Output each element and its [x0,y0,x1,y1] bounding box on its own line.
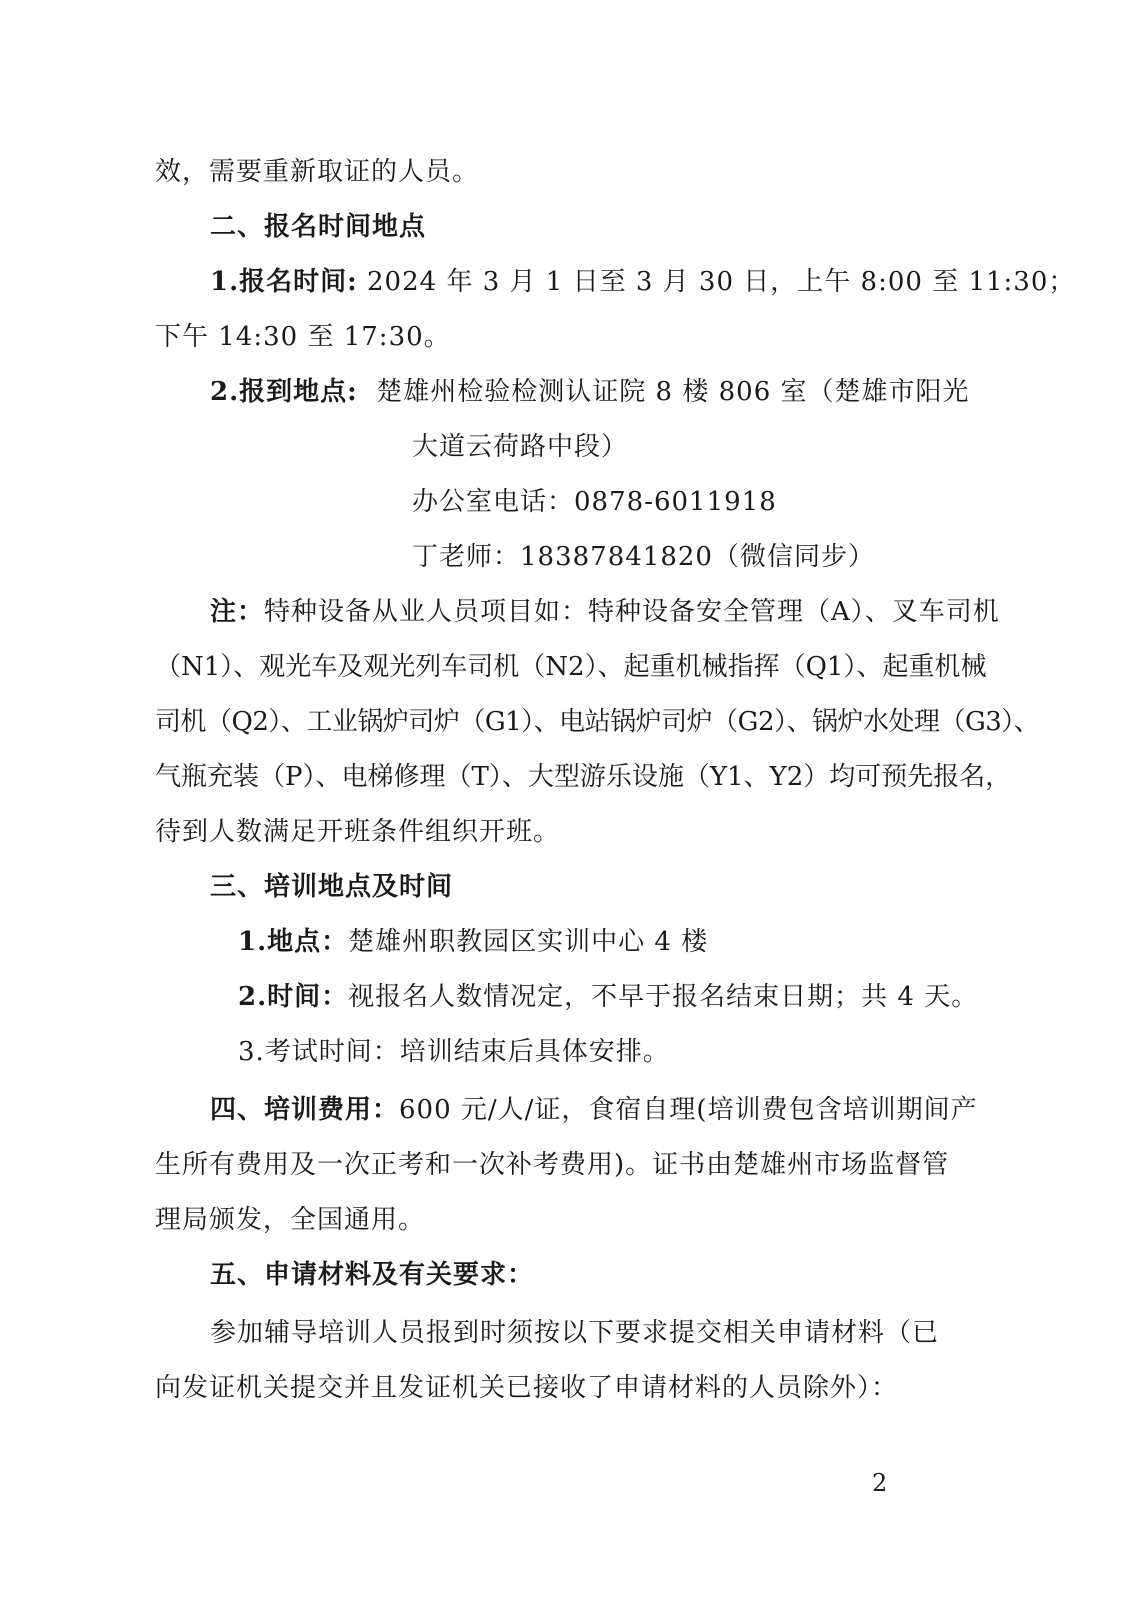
training-place [238,922,708,962]
text-line: 司机（Q2）、工业锅炉司炉（G1）、电站锅炉司炉（G2）、锅炉水处理（G3）、 [155,707,1040,737]
fee-text: 600 元/人/证，食宿自理(培训费包含培训期间产 [399,1095,978,1125]
text-line: 效，需要重新取证的人员。 [155,157,480,187]
registration-time [210,262,1075,302]
text-line: 下午 14:30 至 17:30。 [155,322,451,352]
section-heading-materials: 五、申请材料及有关要求： [210,1260,535,1290]
text-line: 理局颁发，全国通用。 [155,1205,426,1235]
teacher-phone: 丁老师：18387841820（微信同步） [412,542,875,572]
training-time [238,977,978,1017]
registration-place [210,372,970,412]
office-phone: 办公室电话：0878-6011918 [412,487,777,517]
training-place-value: 楚雄州职教园区实训中心 4 楼 [348,927,709,957]
registration-place-label: 2.报到地点: [210,377,358,407]
text-line: 向发证机关提交并且发证机关已接收了申请材料的人员除外）： [155,1373,899,1403]
training-time-value: 视报名人数情况定，不早于报名结束日期；共 4 天。 [348,982,979,1012]
note-text: 特种设备从业人员项目如：特种设备安全管理（A）、叉车司机 [264,597,1000,627]
training-time-label: 2.时间： [238,982,349,1012]
section-heading-registration: 二、报名时间地点 [210,212,427,242]
section-heading-fee: 四、培训费用： [210,1095,400,1125]
exam-time: 3.考试时间：培训结束后具体安排。 [238,1037,670,1067]
section-heading-training: 三、培训地点及时间 [210,872,454,902]
text-line: 气瓶充装（P）、电梯修理（T）、大型游乐设施（Y1、Y2）均可预先报名， [155,762,1012,792]
registration-time-label: 1.报名时间: [210,267,358,297]
text-line: （N1）、观光车及观光列车司机（N2）、起重机械指挥（Q1）、起重机械 [155,652,987,682]
text-line: 参加辅导培训人员报到时须按以下要求提交相关申请材料（已 [210,1318,940,1348]
training-fee [210,1090,978,1130]
text-line: 生所有费用及一次正考和一次补考费用)。证书由楚雄州市场监督管 [155,1150,950,1180]
text-line: 待到人数满足开班条件组织开班。 [155,817,561,847]
page-number: 2 [872,1469,888,1497]
registration-place-value: 楚雄州检验检测认证院 8 楼 806 室（楚雄市阳光 [376,377,970,407]
note [210,592,1000,632]
registration-time-value: 2024 年 3 月 1 日至 3 月 30 日，上午 8:00 至 11:30； [357,267,1076,297]
training-place-label: 1.地点： [238,927,349,957]
note-label: 注： [210,597,265,627]
text-line: 大道云荷路中段） [412,432,629,462]
